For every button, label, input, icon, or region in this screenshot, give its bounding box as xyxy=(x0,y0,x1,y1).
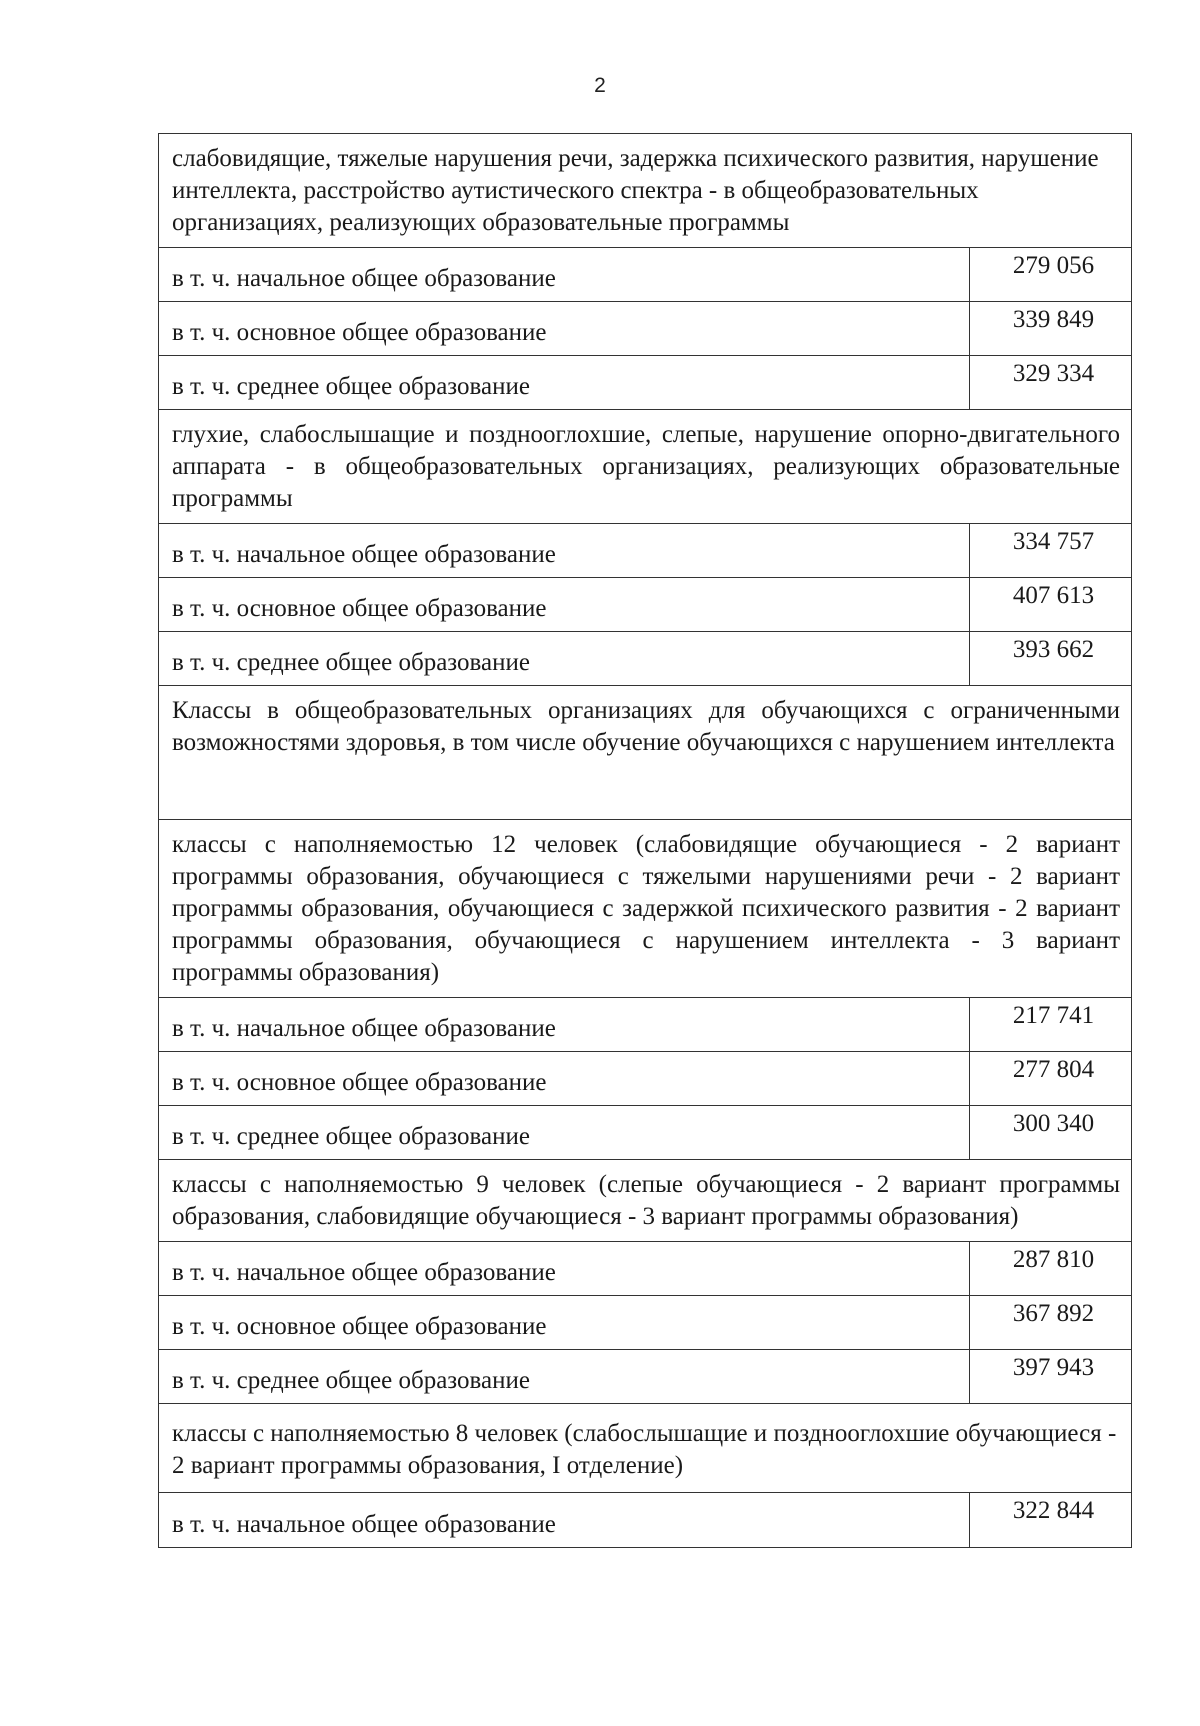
section-header: Классы в общеобразовательных организациях для обучающихся с ограниченными возможностями здоровья, в том числе обучение обучающихся с нарушением интеллекта xyxy=(172,697,1120,756)
table-row xyxy=(159,302,1131,356)
row-value: 217 741 xyxy=(969,998,1131,1051)
row-value: 334 757 xyxy=(969,524,1131,577)
table-row xyxy=(159,524,1131,578)
row-value: 329 334 xyxy=(969,356,1131,409)
section-header-row xyxy=(159,820,1131,998)
row-value: 339 849 xyxy=(969,302,1131,355)
row-label: в т. ч. начальное общее образование xyxy=(172,1511,556,1538)
table-row xyxy=(159,1052,1131,1106)
section-header-row xyxy=(159,1404,1131,1493)
row-value: 287 810 xyxy=(969,1242,1131,1295)
section-header: классы с наполняемостью 9 человек (слепые обучающиеся - 2 вариант программы образования, слабовидящие обучающиеся - 3 вариант программы образования) xyxy=(172,1171,1120,1230)
table-row xyxy=(159,998,1131,1052)
row-label: в т. ч. начальное общее образование xyxy=(172,1259,556,1286)
row-value: 393 662 xyxy=(969,632,1131,685)
table-row xyxy=(159,1106,1131,1160)
row-label: в т. ч. среднее общее образование xyxy=(172,373,530,400)
page-number: 2 xyxy=(594,74,606,97)
row-label: в т. ч. начальное общее образование xyxy=(172,265,556,292)
row-value: 367 892 xyxy=(969,1296,1131,1349)
section-header-row xyxy=(159,686,1131,820)
table-row xyxy=(159,1296,1131,1350)
row-label: в т. ч. начальное общее образование xyxy=(172,541,556,568)
section-header: классы с наполняемостью 12 человек (слабовидящие обучающиеся - 2 вариант программы образования, обучающиеся с тяжелыми нарушениями речи - 2 вариант программы образования, обучающиеся с задержкой психического развития - 2 вариант программы образования, обучающиеся с нарушением интеллекта - 3 вариант программы образования) xyxy=(172,831,1120,986)
table-row xyxy=(159,632,1131,686)
section-header-row xyxy=(159,1160,1131,1242)
row-label: в т. ч. основное общее образование xyxy=(172,595,547,622)
table-row xyxy=(159,1242,1131,1296)
row-label: в т. ч. среднее общее образование xyxy=(172,1367,530,1394)
row-label: в т. ч. начальное общее образование xyxy=(172,1015,556,1042)
cost-table xyxy=(158,133,1132,1548)
row-value: 279 056 xyxy=(969,248,1131,301)
section-header: слабовидящие, тяжелые нарушения речи, задержка психического развития, нарушение интеллекта, расстройство аутистического спектра - в общеобразовательных организациях, реализующих образовательные программы xyxy=(172,145,1099,236)
row-label: в т. ч. основное общее образование xyxy=(172,1313,547,1340)
section-header-row xyxy=(159,134,1131,248)
table-row xyxy=(159,1493,1131,1547)
row-value: 300 340 xyxy=(969,1106,1131,1159)
row-label: в т. ч. основное общее образование xyxy=(172,1069,547,1096)
row-label: в т. ч. среднее общее образование xyxy=(172,1123,530,1150)
table-row xyxy=(159,578,1131,632)
section-header: глухие, слабослышащие и позднооглохшие, слепые, нарушение опорно-двигательного аппарата - в общеобразовательных организациях, реализующих образовательные программы xyxy=(172,421,1120,512)
row-label: в т. ч. основное общее образование xyxy=(172,319,547,346)
row-value: 277 804 xyxy=(969,1052,1131,1105)
table-row xyxy=(159,356,1131,410)
section-header: классы с наполняемостью 8 человек (слабослышащие и позднооглохшие обучающиеся - 2 вариант программы образования, I отделение) xyxy=(172,1420,1117,1479)
section-header-row xyxy=(159,410,1131,524)
table-row xyxy=(159,1350,1131,1404)
row-value: 397 943 xyxy=(969,1350,1131,1403)
row-value: 407 613 xyxy=(969,578,1131,631)
row-label: в т. ч. среднее общее образование xyxy=(172,649,530,676)
row-value: 322 844 xyxy=(969,1493,1131,1547)
table-row xyxy=(159,248,1131,302)
